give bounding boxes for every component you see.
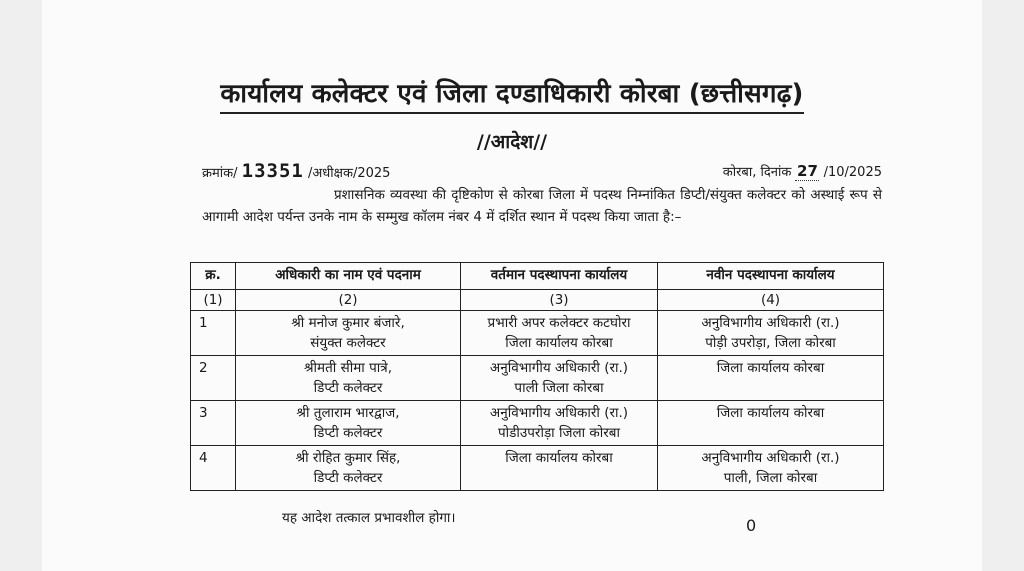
row-sn: 4 [191,446,236,491]
header-current-office: वर्तमान पदस्थापना कार्यालय [461,263,658,290]
row-new-office [658,446,884,491]
row-sn: 3 [191,401,236,446]
order-paragraph [202,184,882,228]
officer-designation: संयुक्त कलेक्टर [310,335,386,351]
row-sn: 1 [191,311,236,356]
row-officer [236,356,461,401]
officer-name: श्रीमती सीमा पात्रे, [303,360,392,376]
table-row [191,446,884,491]
row-sn: 2 [191,356,236,401]
row-officer [236,311,461,356]
date-day: 27 [797,162,818,180]
reference-prefix: क्रमांक/ [202,166,238,181]
reference-suffix: /अधीक्षक/2025 [307,166,391,181]
table-row [191,311,884,356]
colnum-2: (2) [236,290,461,311]
new-office-line1: जिला कार्यालय कोरबा [716,405,825,421]
table-row [191,356,884,401]
date-place: कोरबा, दिनांक [722,165,792,180]
reference-number [202,160,390,182]
current-office-line1: अनुविभागीय अधिकारी (रा.) [489,360,629,376]
officer-name: श्री मनोज कुमार बंजारे, [291,315,405,331]
date-rest: /10/2025 [823,165,882,180]
row-current-office [461,401,658,446]
officer-designation: डिप्टी कलेक्टर [313,380,383,396]
handwritten-mark: 0 [746,516,757,535]
order-date [723,162,882,181]
table-column-number-row [191,290,884,311]
new-office-line2: पोड़ी उपरोड़ा, जिला कोरबा [705,335,836,351]
current-office-line2: पाली जिला कोरबा [514,380,604,396]
new-office-line1: जिला कार्यालय कोरबा [716,360,825,376]
header-sn: क्र. [191,263,236,290]
new-office-line1: अनुविभागीय अधिकारी (रा.) [701,450,840,466]
document-page [42,0,982,571]
row-current-office [461,356,658,401]
row-new-office [658,356,884,401]
row-current-office [461,311,658,356]
current-office-line1: प्रभारी अपर कलेक्टर कटघोरा [487,315,631,331]
colnum-1: (1) [191,290,236,311]
officer-name: श्री तुलाराम भारद्वाज, [296,405,400,421]
officer-name: श्री रोहित कुमार सिंह, [295,450,401,466]
header-officer: अधिकारी का नाम एवं पदनाम [236,263,461,290]
row-new-office [658,311,884,356]
reference-handwritten-number: 13351 [241,160,304,182]
order-paragraph-text: प्रशासनिक व्यवस्था की दृष्टिकोण से कोरबा जिला में पदस्थ निम्नांकित डिप्टी/संयुक्त कलेक्टर को अस्थाई रूप से आगामी आदेश पर्यन्त उनके नाम के सम्मुख कॉलम नंबर 4 में दर्शित स्थान में पदस्थ किया जाता है:– [202,187,882,225]
office-title: कार्यालय कलेक्टर एवं जिला दण्डाधिकारी कोरबा (छत्तीसगढ़) [220,74,803,114]
officer-designation: डिप्टी कलेक्टर [313,425,383,441]
order-title: //आदेश// [476,131,548,153]
effective-statement: यह आदेश तत्काल प्रभावशील होगा। [282,510,456,526]
current-office-line1: अनुविभागीय अधिकारी (रा.) [489,405,629,421]
posting-table [190,262,884,491]
row-officer [236,401,461,446]
current-office-line2: पोडीउपरोड़ा जिला कोरबा [497,425,621,441]
office-header [42,74,982,114]
header-new-office: नवीन पदस्थापना कार्यालय [658,263,884,290]
row-officer [236,446,461,491]
officer-designation: डिप्टी कलेक्टर [313,470,383,486]
colnum-3: (3) [461,290,658,311]
row-current-office [461,446,658,491]
current-office-line2: जिला कार्यालय कोरबा [505,335,613,351]
new-office-line1: अनुविभागीय अधिकारी (रा.) [701,315,840,331]
new-office-line2: पाली, जिला कोरबा [723,470,818,486]
table-header-row [191,263,884,290]
current-office-line1: जिला कार्यालय कोरबा [505,450,613,466]
table-row [191,401,884,446]
row-new-office [658,401,884,446]
colnum-4: (4) [658,290,884,311]
